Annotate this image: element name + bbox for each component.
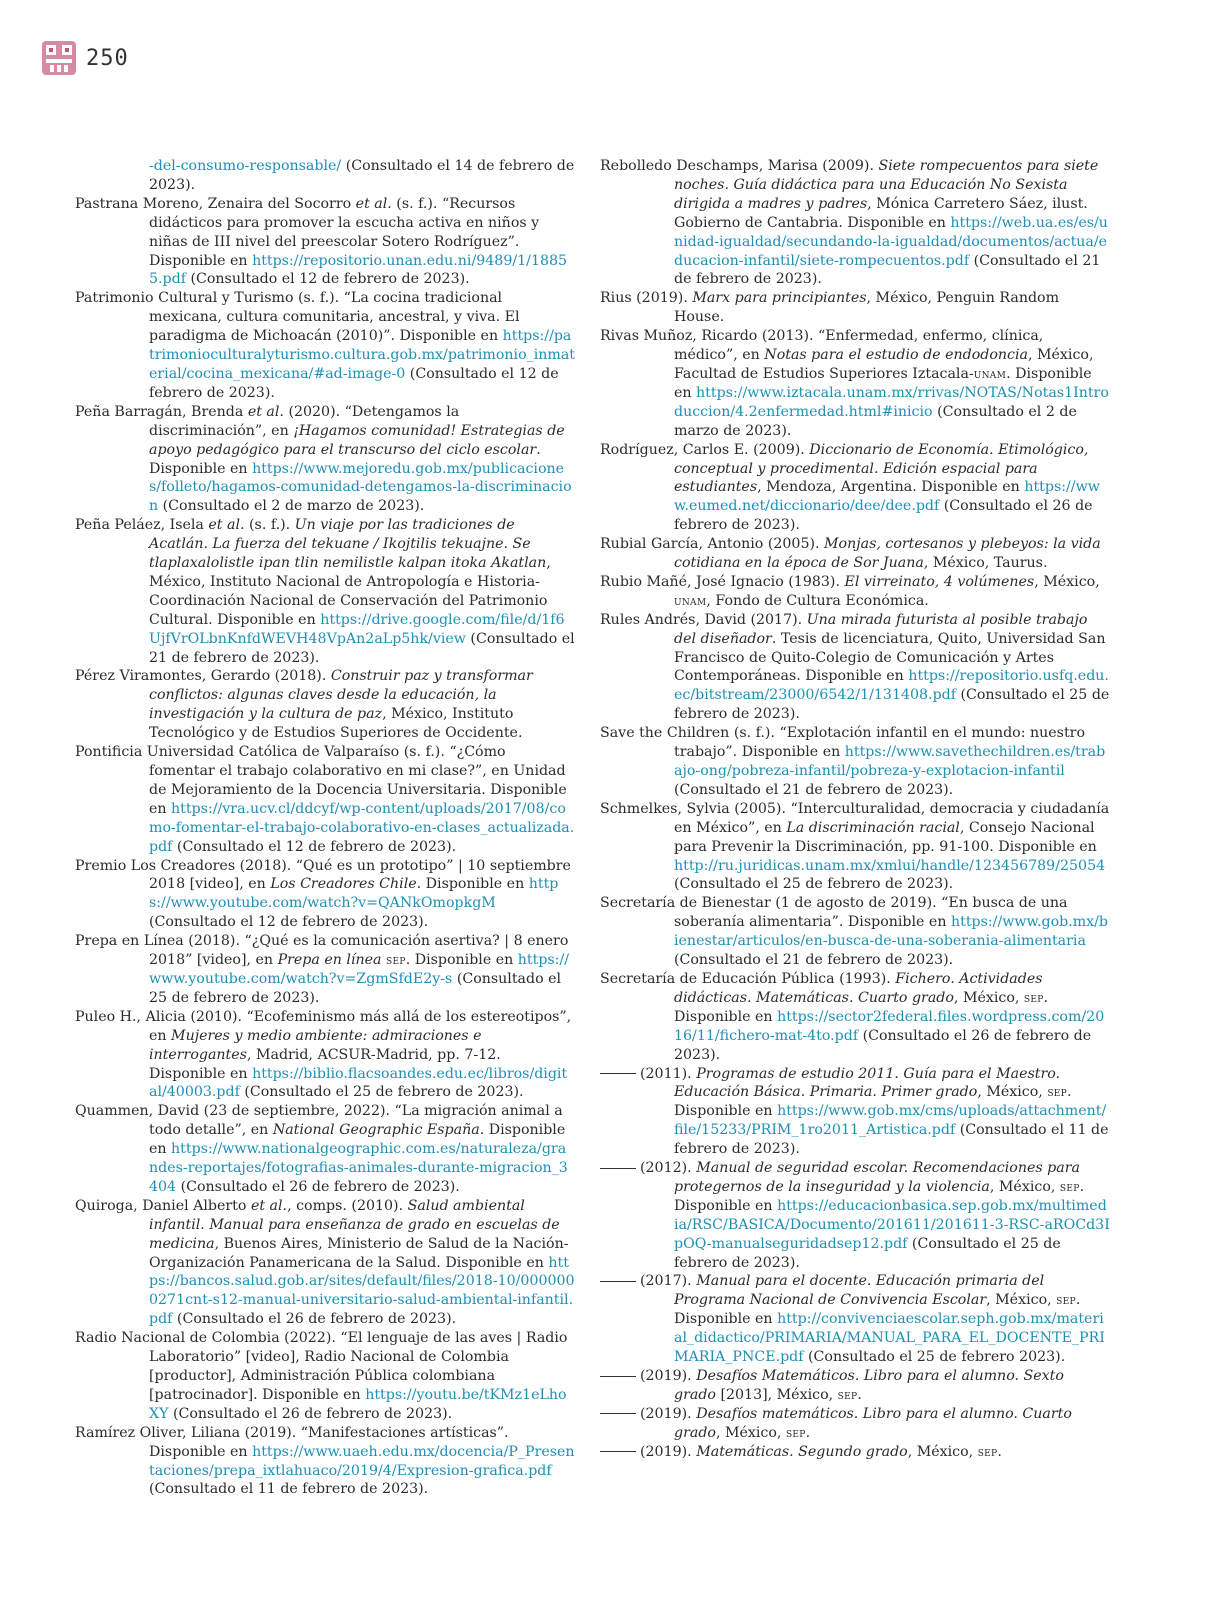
reference-text: (Consultado el 14 de febrero de 2023). bbox=[149, 158, 575, 193]
reference-text: . Disponible en bbox=[149, 441, 541, 477]
reference-title: Una mirada futurista al posible trabajo del diseñador bbox=[674, 611, 1088, 647]
reference-title: Marx para principiantes bbox=[692, 290, 867, 307]
repeat-author-dash bbox=[600, 1073, 636, 1074]
reference-entry bbox=[600, 1367, 1110, 1405]
acronym: sep bbox=[837, 1386, 858, 1402]
reference-entry bbox=[600, 441, 1110, 536]
acronym: sep bbox=[1056, 1292, 1076, 1308]
reference-entry bbox=[75, 157, 575, 195]
page-number: 250 bbox=[86, 45, 129, 71]
reference-text: Peña Peláez, Isela bbox=[75, 517, 209, 534]
reference-text: . Tesis de licenciatura, Quito, Universidad San Francisco de Quito-Colegio de Comunicación y Artes Contemporáneas. Disponible en bbox=[674, 630, 1106, 685]
reference-title: et al. bbox=[208, 517, 245, 534]
acronym: sep bbox=[1023, 989, 1044, 1005]
reference-text: (Consultado el 26 de febrero de 2023). bbox=[172, 1311, 457, 1328]
reference-text: . Disponible en bbox=[674, 989, 1049, 1025]
reference-text: Peña Barragán, Brenda bbox=[75, 403, 248, 420]
reference-text: , México, Instituto Nacional de Antropología e Historia-Coordinación Nacional de Conservación del Patrimonio Cultural. Disponible en bbox=[149, 555, 551, 628]
reference-text: , México, bbox=[907, 1443, 978, 1460]
reference-title: Salud ambiental infantil. Manual para enseñanza de grado en escuelas de medicina bbox=[149, 1197, 560, 1252]
reference-title: Los Creadores Chile bbox=[270, 876, 417, 893]
reference-text: Rebolledo Deschamps, Marisa (2009). bbox=[600, 158, 879, 174]
reference-text: . Disponible en bbox=[416, 876, 529, 893]
reference-text: (Consultado el 25 de febrero de 2023). bbox=[149, 970, 562, 1006]
reference-link[interactable]: https://www.iztacala.unam.mx/rrivas/NOTAS/Notas1Introduccion/4.2enfermedad.html#inicio bbox=[674, 384, 1109, 420]
reference-title: Monjas, cortesanos y plebeyos: la vida cotidiana en la época de Sor Juana bbox=[674, 536, 1101, 572]
reference-text: (s. f.). “Recursos didácticos para promover la escucha activa en niños y niñas de III nivel del preescolar Sotero Rodríguez”. Disponible en bbox=[149, 195, 540, 269]
reference-text: . Disponible en bbox=[674, 1292, 1081, 1328]
reference-text: (2012). bbox=[640, 1160, 697, 1177]
reference-title: Notas para el estudio de endodoncia bbox=[764, 347, 1028, 364]
reference-link[interactable]: https://www.gob.mx/bienestar/articulos/en-busca-de-una-soberania-alimentaria bbox=[674, 914, 1109, 950]
reference-text: [2013], México, bbox=[715, 1386, 838, 1403]
reference-text: Secretaría de Educación Pública (1993). bbox=[600, 970, 896, 987]
reference-title: La discriminación racial bbox=[786, 819, 960, 836]
reference-text: (Consultado el 25 de febrero de 2023). bbox=[239, 1084, 524, 1101]
reference-text: . bbox=[997, 1443, 1002, 1460]
reference-entry bbox=[75, 743, 575, 856]
reference-title: Diccionario de Economía. Etimológico, conceptual y procedimental. Edición espacial para estudiantes bbox=[674, 441, 1089, 496]
reference-entry bbox=[75, 289, 575, 402]
reference-title: et al. bbox=[355, 195, 392, 212]
reference-title: Desafíos Matemáticos. Libro para el alumno. Sexto grado bbox=[674, 1368, 1064, 1403]
reference-text: (2019). bbox=[640, 1405, 697, 1422]
reference-entry bbox=[75, 1424, 575, 1500]
reference-title: Manual para el docente. Educación primaria del Programa Nacional de Convivencia Escolar bbox=[674, 1273, 1045, 1309]
reference-title: Un viaje por las tradiciones de Acatlán. La fuerza del tekuane / Ikojtilis tekuajne. Se tlaplaxalolistle ipan tlin nemilistle kalpan itoka Akatlan bbox=[149, 517, 547, 572]
reference-text: (2019). bbox=[640, 1443, 697, 1460]
references-left-column bbox=[75, 157, 575, 1499]
reference-entry bbox=[600, 327, 1110, 440]
reference-text: (Consultado el 25 de febrero 2023). bbox=[803, 1349, 1066, 1366]
reference-entry bbox=[75, 932, 575, 1008]
reference-link[interactable]: http://ru.juridicas.unam.mx/xmlui/handle/123456789/25054 bbox=[674, 857, 1106, 874]
acronym: sep bbox=[385, 952, 406, 968]
reference-link[interactable]: https://patrimonioculturalyturismo.cultura.gob.mx/patrimonio_inmaterial/cocina_mexicana/#ad-image-0 bbox=[149, 328, 575, 382]
reference-text: (Consultado el 25 de febrero de 2023). bbox=[674, 876, 954, 893]
reference-text: (Consultado el 25 de febrero de 2023). bbox=[674, 687, 1110, 723]
reference-title: Prepa en línea bbox=[277, 952, 386, 969]
reference-title: et al. bbox=[247, 403, 284, 420]
reference-text: , México, bbox=[989, 1178, 1060, 1195]
reference-text: (Consultado el 12 de febrero de 2023). bbox=[149, 365, 559, 401]
reference-text: Rubio Mañé, José Ignacio (1983). bbox=[600, 573, 845, 590]
reference-text: . Disponible en bbox=[674, 1084, 1072, 1120]
reference-text: (Consultado el 12 de febrero de 2023). bbox=[149, 914, 429, 931]
reference-text: Rules Andrés, David (2017). bbox=[600, 611, 807, 628]
reference-link[interactable]: https://www.savethechildren.es/trabajo-ong/pobreza-infantil/pobreza-y-explotacion-infantil bbox=[674, 744, 1106, 779]
reference-entry bbox=[75, 857, 575, 933]
reference-text: Premio Los Creadores (2018). “Qué es un prototipo” | 10 septiembre 2018 [video], en bbox=[75, 857, 571, 893]
reference-link[interactable]: https://bancos.salud.gob.ar/sites/default/files/2018-10/0000000271cnt-s12-manual-universitario-salud-ambiental-infantil.pdf bbox=[149, 1254, 575, 1328]
reference-title: Siete rompecuentos para siete noches. Guía didáctica para una Educación No Sexista dirigida a madres y padres bbox=[674, 158, 1099, 212]
reference-entry bbox=[600, 894, 1110, 970]
reference-entry bbox=[600, 1443, 1110, 1462]
reference-link[interactable]: https://vra.ucv.cl/ddcyf/wp-content/uploads/2017/08/como-fomentar-el-trabajo-colaborativo-en-clases_actualizada.pdf bbox=[149, 800, 575, 855]
reference-text: , Buenos Aires, Ministerio de Salud de la Nación-Organización Panamericana de la Salud. Disponible en bbox=[149, 1235, 569, 1271]
reference-text: , México, bbox=[953, 989, 1024, 1006]
reference-text: . Disponible en bbox=[149, 1122, 566, 1158]
reference-text: Rodríguez, Carlos E. (2009). bbox=[600, 441, 810, 458]
reference-text: Secretaría de Bienestar (1 de agosto de 2019). “En busca de una soberanía alimentaria”. Disponible en bbox=[600, 895, 1068, 931]
reference-entry bbox=[75, 1008, 575, 1103]
reference-link[interactable]: https://www.gob.mx/cms/uploads/attachment/file/15233/PRIM_1ro2011_Artistica.pdf bbox=[674, 1103, 1107, 1139]
reference-text: Pérez Viramontes, Gerardo (2018). bbox=[75, 668, 331, 685]
reference-text: (Consultado el 21 de febrero de 2023). bbox=[674, 781, 954, 798]
reference-text: (2020). “Detengamos la discriminación”, en bbox=[149, 403, 460, 439]
reference-text: , México, bbox=[715, 1424, 786, 1441]
reference-title: Programas de estudio 2011. Guía para el Maestro. Educación Básica. Primaria. Primer grado bbox=[674, 1065, 1061, 1101]
reference-entry bbox=[600, 289, 1110, 327]
reference-text: . Disponible en bbox=[674, 1178, 1085, 1214]
references-right-column bbox=[600, 157, 1110, 1462]
reference-text: Quammen, David (23 de septiembre, 2022). “La migración animal a todo detalle”, en bbox=[75, 1103, 563, 1139]
acronym: sep bbox=[1059, 1178, 1080, 1194]
reference-text: Rubial García, Antonio (2005). bbox=[600, 536, 825, 553]
reference-text: , México, Taurus. bbox=[923, 555, 1048, 572]
reference-entry bbox=[75, 403, 575, 516]
reference-text: (Consultado el 26 de febrero de 2023). bbox=[674, 498, 1093, 534]
reference-link[interactable]: -del-consumo-responsable/ bbox=[149, 158, 342, 174]
reference-link[interactable]: https://educacionbasica.sep.gob.mx/multimedia/RSC/BASICA/Documento/201611/201611-3-RSC-aROCd3IpOQ-manualseguridadsep12.pdf bbox=[674, 1197, 1110, 1252]
reference-title: Manual de seguridad escolar. Recomendaciones para protegernos de la inseguridad y la violencia bbox=[674, 1160, 1080, 1195]
reference-link[interactable]: https://www.youtube.com/watch?v=ZgmSfdE2y-s bbox=[149, 952, 570, 987]
reference-entry bbox=[600, 535, 1110, 573]
repeat-author-dash bbox=[600, 1413, 636, 1414]
reference-title: Fichero. Actividades didácticas. Matemáticas. Cuarto grado bbox=[674, 970, 1043, 1006]
aztec-glyph-icon bbox=[40, 39, 78, 77]
reference-title: Matemáticas. Segundo grado bbox=[696, 1443, 908, 1460]
reference-link[interactable]: https://sector2federal.files.wordpress.com/2016/11/fichero-mat-4to.pdf bbox=[674, 1008, 1105, 1044]
reference-text: Rius (2019). bbox=[600, 290, 693, 307]
reference-title: Mujeres y medio ambiente: admiraciones e interrogantes bbox=[149, 1027, 482, 1063]
reference-text: (2011). bbox=[640, 1065, 697, 1082]
reference-text: Patrimonio Cultural y Turismo (s. f.). “La cocina tradicional mexicana, cultura comunitaria, ancestral, y viva. El paradigma de Michoacán (2010)”. Disponible en bbox=[75, 290, 520, 345]
reference-entry bbox=[600, 611, 1110, 724]
reference-title: ¡Hagamos comunidad! Estrategias de apoyo pedagógico para el transcurso del ciclo escolar bbox=[149, 422, 565, 458]
reference-entry bbox=[75, 1102, 575, 1197]
reference-text: (2019). bbox=[640, 1368, 697, 1384]
reference-link[interactable]: https://www.youtube.com/watch?v=QANkOmopkgM bbox=[149, 876, 559, 912]
repeat-author-dash bbox=[600, 1451, 636, 1452]
reference-text: (Consultado el 21 de febrero de 2023). bbox=[674, 952, 954, 969]
reference-text: Prepa en Línea (2018). “¿Qué es la comunicación asertiva? | 8 enero 2018” [video], en bbox=[75, 933, 569, 969]
reference-link[interactable]: https://www.uaeh.edu.mx/docencia/P_Presentaciones/prepa_ixtlahuaco/2019/4/Expresion-grafica.pdf bbox=[149, 1443, 575, 1479]
acronym: unam bbox=[674, 592, 707, 608]
reference-text: Pontificia Universidad Católica de Valparaíso (s. f.). “¿Cómo fomentar el trabajo colaborativo en mi clase?”, en Unidad de Mejoramiento de la Docencia Universitaria. Disponible en bbox=[75, 744, 567, 817]
reference-text: . bbox=[857, 1386, 862, 1403]
reference-link[interactable]: https://biblio.flacsoandes.edu.ec/libros/digital/40003.pdf bbox=[149, 1065, 568, 1101]
reference-text: Schmelkes, Sylvia (2005). “Interculturalidad, democracia y ciudadanía en México”, en bbox=[600, 800, 1110, 836]
reference-text: (s. f.). bbox=[244, 517, 295, 534]
reference-link[interactable]: https://drive.google.com/file/d/1f6UjfVrOLbnKnfdWEVH48VpAn2aLp5hk/view bbox=[149, 611, 565, 647]
reference-text: , México, Penguin Random House. bbox=[674, 290, 1060, 326]
reference-text: (Consultado el 12 de febrero de 2023). bbox=[172, 838, 457, 855]
reference-text: , Madrid, ACSUR-Madrid, pp. 7-12. Disponible en bbox=[149, 1046, 501, 1082]
reference-link[interactable]: https://repositorio.usfq.edu.ec/bitstream/23000/6542/1/131408.pdf bbox=[674, 668, 1109, 704]
acronym: sep bbox=[1047, 1084, 1068, 1100]
reference-title: Desafíos matemáticos. Libro para el alumno. Cuarto grado bbox=[674, 1405, 1072, 1441]
reference-text: (Consultado el 26 de febrero de 2023). bbox=[674, 1027, 1092, 1063]
reference-entry bbox=[600, 573, 1110, 611]
reference-text: . Disponible en bbox=[405, 952, 518, 969]
reference-text: (Consultado el 21 de febrero de 2023). bbox=[149, 630, 575, 666]
reference-title: et al. bbox=[250, 1197, 288, 1214]
reference-link[interactable]: https://www.mejoredu.gob.mx/publicaciones/folleto/hagamos-comunidad-detengamos-la-discriminacion bbox=[149, 460, 572, 515]
repeat-author-dash bbox=[600, 1376, 636, 1377]
reference-text: Radio Nacional de Colombia (2022). “El lenguaje de las aves | Radio Laboratorio” [video], Radio Nacional de Colombia [productor], Administración Pública colombiana [patrocinador]. Disponible en bbox=[75, 1330, 568, 1403]
reference-entry bbox=[600, 724, 1110, 800]
reference-link[interactable]: https://www.nationalgeographic.com.es/naturaleza/grandes-reportajes/fotografias-animales-durante-migracion_3404 bbox=[149, 1141, 568, 1195]
reference-entry bbox=[600, 1159, 1110, 1272]
reference-title: El virreinato, 4 volúmenes bbox=[844, 573, 1035, 590]
reference-text: Pastrana Moreno, Zenaira del Socorro bbox=[75, 195, 356, 212]
reference-text: (Consultado el 26 de febrero de 2023). bbox=[168, 1405, 453, 1422]
reference-entry bbox=[75, 667, 575, 743]
reference-text: (Consultado el 25 de febrero de 2023). bbox=[674, 1235, 1061, 1271]
reference-text: (Consultado el 11 de febrero de 2023). bbox=[674, 1122, 1109, 1158]
reference-entry bbox=[600, 1405, 1110, 1443]
acronym: unam bbox=[973, 365, 1007, 381]
reference-text: . bbox=[805, 1424, 811, 1441]
reference-text: , México, bbox=[977, 1084, 1048, 1101]
reference-entry bbox=[75, 1197, 575, 1329]
reference-link[interactable]: https://web.ua.es/es/unidad-igualdad/secundando-la-igualdad/documentos/actua/educacion-infantil/siete-rompecuentos.pdf bbox=[674, 214, 1108, 269]
repeat-author-dash bbox=[600, 1281, 636, 1282]
reference-link[interactable]: http://convivenciaescolar.seph.gob.mx/material_didactico/PRIMARIA/MANUAL_PARA_EL_DOCENTE_PRIMARIA_PNCE.pdf bbox=[674, 1311, 1105, 1366]
repeat-author-dash bbox=[600, 1168, 636, 1169]
reference-link[interactable]: https://youtu.be/tKMz1eLhoXY bbox=[149, 1386, 567, 1422]
reference-text: , México, bbox=[1034, 573, 1100, 590]
reference-text: , México, Instituto Tecnológico y de Estudios Superiores de Occidente. bbox=[149, 706, 523, 742]
reference-text: (Consultado el 21 de febrero de 2023). bbox=[674, 252, 1101, 288]
reference-text: Ramírez Oliver, Liliana (2019). “Manifestaciones artísticas”. Disponible en bbox=[75, 1424, 509, 1460]
reference-text: , Mónica Carretero Sáez, ilust. Gobierno de Cantabria. Disponible en bbox=[674, 195, 1088, 231]
reference-entry bbox=[600, 1272, 1110, 1367]
reference-entry bbox=[600, 800, 1110, 895]
reference-text: Rivas Muñoz, Ricardo (2013). “Enfermedad, enfermo, clínica, médico”, en bbox=[600, 328, 1044, 364]
reference-entry bbox=[600, 970, 1110, 1065]
reference-title: National Geographic España bbox=[272, 1122, 480, 1139]
reference-text: . Disponible en bbox=[674, 365, 1092, 401]
reference-link[interactable]: https://www.eumed.net/diccionario/dee/dee.pdf bbox=[674, 479, 1100, 515]
acronym: sep bbox=[785, 1424, 806, 1440]
reference-text: (Consultado el 12 de febrero de 2023). bbox=[185, 271, 470, 288]
page-header bbox=[40, 38, 129, 78]
reference-text: (Consultado el 26 de febrero de 2023). bbox=[176, 1178, 460, 1195]
reference-text: Puleo H., Alicia (2010). “Ecofeminismo más allá de los estereotipos”, en bbox=[75, 1008, 572, 1044]
reference-entry bbox=[75, 1329, 575, 1424]
reference-text: (Consultado el 2 de marzo de 2023). bbox=[674, 403, 1077, 439]
reference-link[interactable]: https://repositorio.unan.edu.ni/9489/1/18855.pdf bbox=[149, 252, 568, 288]
reference-text: (2017). bbox=[640, 1273, 697, 1290]
reference-entry bbox=[600, 157, 1110, 289]
reference-entry bbox=[75, 195, 575, 290]
reference-entry bbox=[75, 516, 575, 667]
reference-text: , comps. (2010). bbox=[287, 1197, 408, 1214]
reference-entry bbox=[600, 1065, 1110, 1160]
reference-text: , México, Facultad de Estudios Superiores Iztacala- bbox=[674, 347, 1094, 382]
reference-text: , Mendoza, Argentina. Disponible en bbox=[757, 479, 1025, 496]
reference-text: (Consultado el 11 de febrero de 2023). bbox=[149, 1481, 429, 1498]
reference-text: , Consejo Nacional para Prevenir la Discriminación, pp. 91-100. Disponible en bbox=[674, 819, 1097, 855]
reference-title: Construir paz y transformar conflictos: algunas claves desde la educación, la investigación y la cultura de paz bbox=[149, 668, 533, 723]
reference-text: (Consultado el 2 de marzo de 2023). bbox=[158, 498, 425, 515]
reference-text: , Fondo de Cultura Económica. bbox=[706, 592, 929, 609]
reference-text: Save the Children (s. f.). “Explotación infantil en el mundo: nuestro trabajo”. Disponible en bbox=[600, 725, 1085, 761]
reference-text: Quiroga, Daniel Alberto bbox=[75, 1197, 251, 1214]
reference-text: , México, bbox=[986, 1292, 1057, 1309]
acronym: sep bbox=[977, 1443, 998, 1459]
